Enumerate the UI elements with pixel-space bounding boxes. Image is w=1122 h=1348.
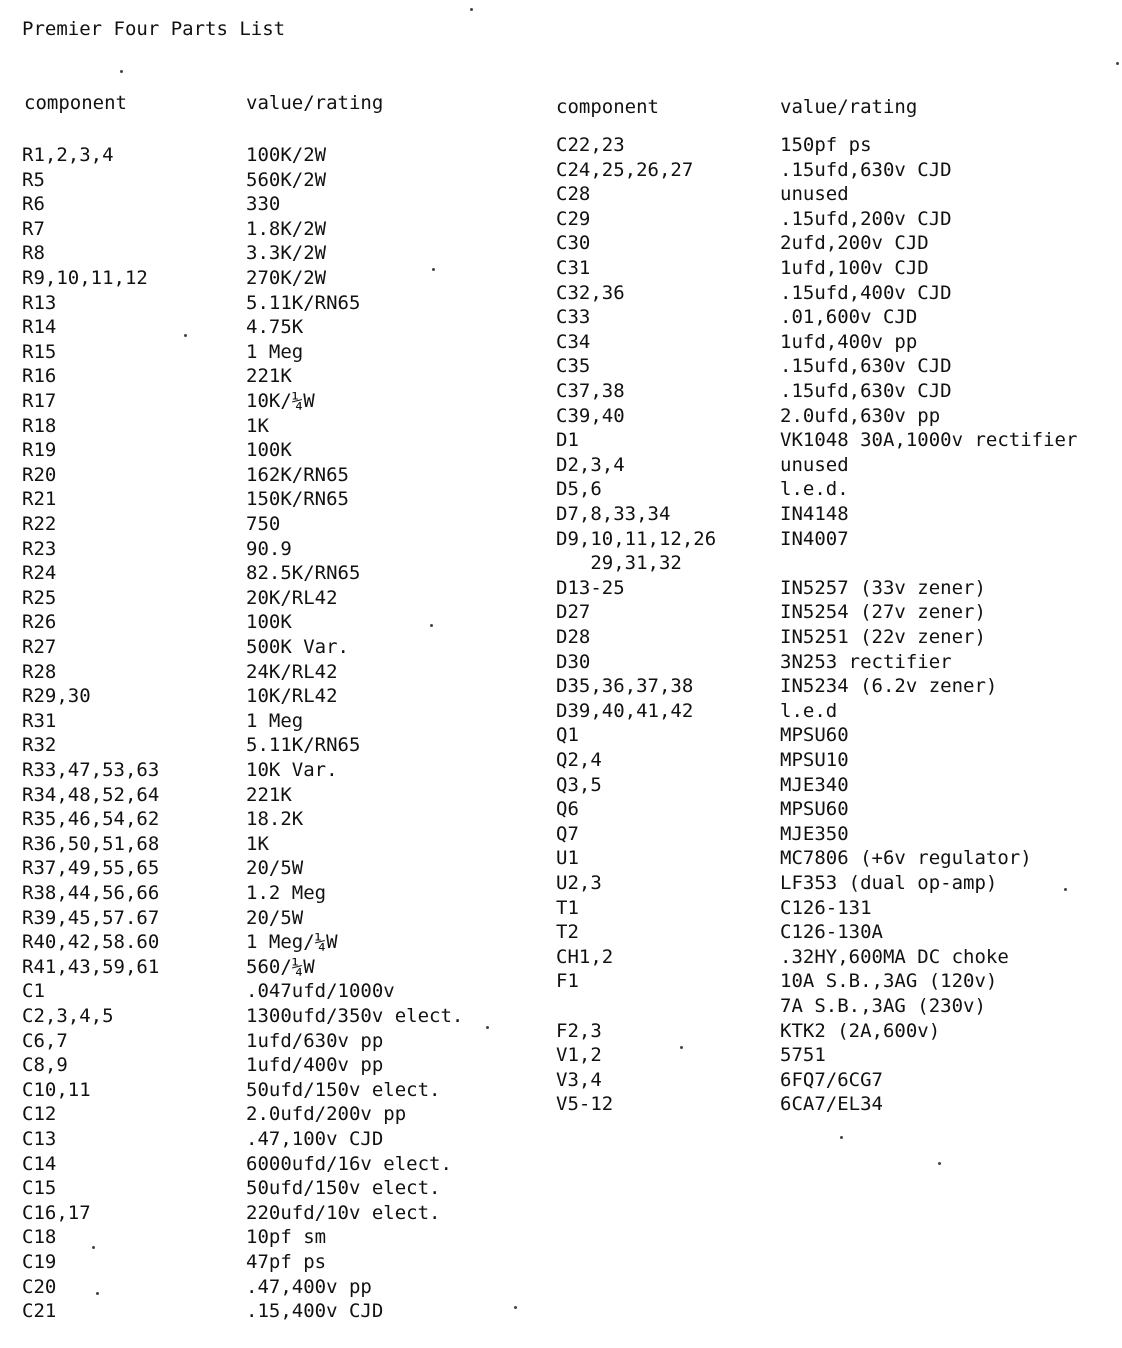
component-designator: R27: [22, 636, 57, 658]
component-value: 500K Var.: [246, 636, 349, 658]
component-value: 1K: [246, 832, 269, 855]
component-designator: R1,2,3,4: [22, 144, 114, 166]
left-part-row: [22, 291, 586, 315]
left-part-row: [22, 266, 586, 290]
right-part-row: [556, 797, 1120, 821]
component-value: 5.11K/RN65: [246, 291, 361, 314]
component-designator: C15: [22, 1177, 57, 1200]
component-designator: Q6: [556, 798, 579, 821]
component-value: 3.3K/2W: [246, 242, 327, 265]
left-part-row: [22, 684, 586, 708]
right-part-row: [556, 182, 1120, 206]
component-designator: D28: [556, 626, 591, 648]
component-designator: Q7: [556, 822, 579, 845]
component-value: 4.75K: [246, 316, 304, 339]
component-value: 10pf sm: [246, 1226, 327, 1249]
component-designator: D2,3,4: [556, 453, 625, 476]
component-value: .47,100v CJD: [246, 1128, 384, 1150]
left-part-row: [22, 315, 586, 339]
right-component-header: component: [556, 96, 659, 118]
component-designator: C37,38: [556, 380, 625, 402]
component-designator: C33: [556, 306, 591, 329]
component-designator: Q2,4: [556, 749, 602, 771]
left-part-row: [22, 1299, 586, 1323]
component-value: IN4148: [780, 503, 849, 525]
right-part-row: [556, 428, 1120, 452]
component-value: MC7806 (+6v regulator): [780, 847, 1032, 870]
component-designator: R40,42,58.60: [22, 931, 160, 954]
right-part-row: [556, 231, 1120, 255]
component-designator: R20: [22, 463, 57, 486]
scan-speck: [486, 1026, 489, 1029]
component-designator: R24: [22, 562, 57, 585]
component-designator: R38,44,56,66: [22, 882, 160, 904]
scan-speck: [1064, 888, 1067, 891]
right-part-row: [556, 330, 1120, 354]
component-designator: C31: [556, 257, 591, 279]
left-part-row: [22, 438, 586, 462]
left-part-row: [22, 414, 586, 438]
right-part-row: [556, 158, 1120, 182]
right-part-row: [556, 920, 1120, 944]
component-designator: C32,36: [556, 281, 625, 304]
left-value-header: value/rating: [246, 92, 384, 114]
component-value: 1.8K/2W: [246, 217, 327, 240]
left-part-row: [22, 807, 586, 831]
right-part-row: [556, 600, 1120, 624]
component-value: 10A S.B.,3AG (120v): [780, 970, 998, 993]
right-part-row: [556, 502, 1120, 526]
left-part-row: [22, 512, 586, 536]
left-part-row: [22, 906, 586, 930]
component-value: 20/5W: [246, 906, 304, 929]
component-value: 221K: [246, 365, 292, 388]
scan-speck: [1116, 62, 1119, 65]
left-part-row: [22, 955, 586, 979]
component-value: 1ufd,100v CJD: [780, 257, 929, 279]
component-designator: R34,48,52,64: [22, 783, 160, 806]
component-value: MJE350: [780, 822, 849, 845]
right-part-row: [556, 1043, 1120, 1067]
component-designator: C16,17: [22, 1201, 91, 1224]
component-value: 18.2K: [246, 808, 304, 831]
component-designator: V1,2: [556, 1044, 602, 1067]
component-value: 150pf ps: [780, 134, 872, 156]
component-designator: D5,6: [556, 478, 602, 501]
component-value: .15,400v CJD: [246, 1300, 384, 1323]
right-part-row: [556, 1068, 1120, 1092]
component-value: VK1048 30A,1000v rectifier: [780, 429, 1078, 452]
component-designator: R37,49,55,65: [22, 857, 160, 880]
right-part-row: [556, 945, 1120, 969]
component-value: 150K/RN65: [246, 488, 349, 511]
component-designator: R19: [22, 439, 57, 462]
component-value: 50ufd/150v elect.: [246, 1177, 441, 1200]
component-value: 270K/2W: [246, 267, 327, 289]
component-designator: R28: [22, 660, 57, 683]
component-value: l.e.d.: [780, 478, 849, 501]
component-designator: C13: [22, 1128, 57, 1150]
component-value: 5751: [780, 1044, 826, 1067]
component-value: 1 Meg: [246, 709, 304, 732]
component-designator: C14: [22, 1152, 57, 1175]
component-value: 1300ufd/350v elect.: [246, 1005, 464, 1027]
component-value: 3N253 rectifier: [780, 650, 952, 673]
component-designator: R23: [22, 537, 57, 560]
component-value: KTK2 (2A,600v): [780, 1019, 941, 1042]
component-value: unused: [780, 183, 849, 206]
right-part-row: [556, 773, 1120, 797]
component-designator: R31: [22, 709, 57, 732]
left-part-row: [22, 1029, 586, 1053]
component-designator: R35,46,54,62: [22, 808, 160, 831]
component-value: LF353 (dual op-amp): [780, 872, 998, 894]
component-designator: R36,50,51,68: [22, 832, 160, 855]
component-designator: C39,40: [556, 404, 625, 427]
left-part-row: [22, 241, 586, 265]
left-part-row: [22, 1152, 586, 1176]
component-value: IN5257 (33v zener): [780, 576, 986, 599]
scan-speck: [120, 70, 123, 73]
right-part-row: [556, 871, 1120, 895]
left-part-row: [22, 930, 586, 954]
component-designator: U1: [556, 847, 579, 870]
page-title: Premier Four Parts List: [22, 18, 286, 40]
right-part-row: [556, 305, 1120, 329]
component-value: l.e.d: [780, 699, 838, 722]
left-part-row: [22, 1078, 586, 1102]
component-value: MPSU60: [780, 798, 849, 821]
left-part-row: [22, 758, 586, 782]
component-value: 1.2 Meg: [246, 882, 327, 904]
scan-speck: [184, 334, 187, 337]
scan-speck: [514, 1306, 517, 1309]
right-part-row: [556, 846, 1120, 870]
component-value: 47pf ps: [246, 1251, 327, 1273]
component-value: IN5251 (22v zener): [780, 626, 986, 648]
component-designator: C30: [556, 232, 591, 255]
component-designator: R5: [22, 168, 45, 191]
right-part-row: [556, 527, 1120, 551]
component-designator: Q3,5: [556, 773, 602, 796]
component-value: .15ufd,630v CJD: [780, 380, 952, 402]
component-designator: C18: [22, 1226, 57, 1249]
right-part-row: [556, 1092, 1120, 1116]
component-designator: C12: [22, 1103, 57, 1126]
right-part-row: [556, 576, 1120, 600]
component-value: .01,600v CJD: [780, 306, 918, 329]
component-designator: R15: [22, 340, 57, 363]
left-part-row: [22, 168, 586, 192]
component-designator: C34: [556, 330, 591, 353]
component-value: 10K/RL42: [246, 685, 338, 708]
component-designator: T1: [556, 896, 579, 919]
component-designator: C2,3,4,5: [22, 1005, 114, 1027]
right-part-row: [556, 477, 1120, 501]
component-designator: R13: [22, 291, 57, 314]
scan-speck: [938, 1162, 941, 1165]
component-designator: D35,36,37,38: [556, 675, 694, 698]
right-part-row: [556, 207, 1120, 231]
component-designator: R22: [22, 513, 57, 535]
left-part-row: [22, 1053, 586, 1077]
left-part-row: [22, 979, 586, 1003]
left-part-row: [22, 1250, 586, 1274]
component-designator: V5-12: [556, 1093, 614, 1116]
component-value: .15ufd,630v CJD: [780, 355, 952, 378]
component-value: .47,400v pp: [246, 1275, 372, 1298]
left-part-row: [22, 610, 586, 634]
right-part-row: [556, 994, 1120, 1018]
left-part-row: [22, 733, 586, 757]
right-part-row: [556, 723, 1120, 747]
left-part-row: [22, 217, 586, 241]
component-value: 6FQ7/6CG7: [780, 1068, 883, 1091]
left-part-row: [22, 586, 586, 610]
right-part-row: [556, 822, 1120, 846]
component-value: 162K/RN65: [246, 463, 349, 486]
component-value: .15ufd,200v CJD: [780, 207, 952, 230]
right-part-row: [556, 256, 1120, 280]
component-value: IN5254 (27v zener): [780, 601, 986, 624]
component-value: 1ufd/400v pp: [246, 1054, 384, 1077]
component-designator: F1: [556, 970, 579, 993]
component-designator: C29: [556, 207, 591, 230]
component-designator: C1: [22, 980, 45, 1003]
component-designator: C22,23: [556, 134, 625, 156]
scan-speck: [680, 1046, 683, 1049]
component-designator: C24,25,26,27: [556, 158, 694, 181]
scan-speck: [840, 1136, 843, 1139]
component-value: 7A S.B.,3AG (230v): [780, 995, 986, 1017]
right-part-row: [556, 404, 1120, 428]
component-designator: 29,31,32: [556, 552, 682, 575]
component-value: 2ufd,200v CJD: [780, 232, 929, 255]
component-value: 100K: [246, 439, 292, 462]
component-designator: D39,40,41,42: [556, 699, 694, 722]
right-part-row: [556, 969, 1120, 993]
component-designator: U2,3: [556, 872, 602, 894]
left-part-row: [22, 340, 586, 364]
component-designator: C8,9: [22, 1054, 68, 1077]
left-part-row: [22, 1201, 586, 1225]
component-value: 560K/2W: [246, 168, 327, 191]
left-part-row: [22, 1275, 586, 1299]
component-value: 6000ufd/16v elect.: [246, 1152, 452, 1175]
component-value: C126-131: [780, 896, 872, 919]
component-designator: D30: [556, 650, 591, 673]
component-value: 2.0ufd/200v pp: [246, 1103, 407, 1126]
right-part-row: [556, 896, 1120, 920]
left-part-row: [22, 1102, 586, 1126]
component-designator: R7: [22, 217, 45, 240]
component-designator: T2: [556, 921, 579, 944]
right-part-row: [556, 133, 1120, 157]
scan-speck: [470, 8, 473, 11]
component-designator: C20: [22, 1275, 57, 1298]
scan-speck: [92, 1246, 95, 1249]
left-component-header: component: [24, 92, 127, 114]
component-designator: C6,7: [22, 1029, 68, 1052]
component-value: 2.0ufd,630v pp: [780, 404, 941, 427]
right-part-row: [556, 625, 1120, 649]
component-value: unused: [780, 453, 849, 476]
right-part-row: [556, 281, 1120, 305]
component-value: 100K/2W: [246, 144, 327, 166]
component-designator: C35: [556, 355, 591, 378]
component-designator: R21: [22, 488, 57, 511]
right-part-row: [556, 674, 1120, 698]
component-value: MPSU60: [780, 724, 849, 747]
component-value: 1ufd/630v pp: [246, 1029, 384, 1052]
component-designator: D9,10,11,12,26: [556, 527, 717, 550]
component-designator: R32: [22, 734, 57, 757]
component-value: .047ufd/1000v: [246, 980, 395, 1003]
right-part-row: [556, 453, 1120, 477]
left-part-row: [22, 832, 586, 856]
component-value: 90.9: [246, 537, 292, 560]
right-part-row: [556, 650, 1120, 674]
component-value: IN4007: [780, 527, 849, 550]
left-part-row: [22, 1176, 586, 1200]
left-part-row: [22, 635, 586, 659]
left-part-row: [22, 487, 586, 511]
component-value: 1K: [246, 414, 269, 437]
component-value: 20K/RL42: [246, 586, 338, 609]
component-value: MJE340: [780, 773, 849, 796]
component-designator: C21: [22, 1300, 57, 1323]
component-value: IN5234 (6.2v zener): [780, 675, 998, 698]
component-value: 1ufd,400v pp: [780, 330, 918, 353]
left-part-row: [22, 364, 586, 388]
component-designator: Q1: [556, 724, 579, 747]
left-part-row: [22, 881, 586, 905]
component-value: 20/5W: [246, 857, 304, 880]
right-part-row: [556, 748, 1120, 772]
component-designator: D13-25: [556, 576, 625, 599]
component-value: 1 Meg: [246, 340, 304, 363]
component-value: 6CA7/EL34: [780, 1093, 883, 1116]
left-part-row: [22, 143, 586, 167]
component-designator: D27: [556, 601, 591, 624]
component-value: 560/¼W: [246, 955, 315, 978]
component-value: 220ufd/10v elect.: [246, 1201, 441, 1224]
scan-speck: [432, 268, 435, 271]
left-part-row: [22, 463, 586, 487]
scan-speck: [96, 1292, 99, 1295]
component-designator: R25: [22, 586, 57, 609]
component-value: 50ufd/150v elect.: [246, 1078, 441, 1101]
component-designator: F2,3: [556, 1019, 602, 1042]
left-part-row: [22, 389, 586, 413]
component-designator: D1: [556, 429, 579, 452]
left-part-row: [22, 783, 586, 807]
component-value: 10K Var.: [246, 759, 338, 781]
left-part-row: [22, 660, 586, 684]
left-part-row: [22, 1225, 586, 1249]
component-value: 1 Meg/¼W: [246, 931, 338, 954]
component-value: 10K/¼W: [246, 390, 315, 412]
component-designator: R33,47,53,63: [22, 759, 160, 781]
component-value: 82.5K/RN65: [246, 562, 361, 585]
right-value-header: value/rating: [780, 96, 918, 118]
left-part-row: [22, 561, 586, 585]
component-designator: R8: [22, 242, 45, 265]
component-designator: R39,45,57.67: [22, 906, 160, 929]
component-value: 221K: [246, 783, 292, 806]
component-designator: C28: [556, 183, 591, 206]
component-value: .15ufd,400v CJD: [780, 281, 952, 304]
component-designator: V3,4: [556, 1068, 602, 1091]
component-designator: R29,30: [22, 685, 91, 708]
right-part-row: [556, 699, 1120, 723]
left-part-row: [22, 192, 586, 216]
component-designator: R9,10,11,12: [22, 267, 148, 289]
component-value: 100K: [246, 611, 292, 634]
component-designator: R14: [22, 316, 57, 339]
component-designator: R16: [22, 365, 57, 388]
component-designator: R6: [22, 193, 45, 216]
component-value: 5.11K/RN65: [246, 734, 361, 757]
right-part-row: [556, 551, 1120, 575]
right-part-row: [556, 379, 1120, 403]
left-part-row: [22, 1127, 586, 1151]
left-part-row: [22, 709, 586, 733]
component-designator: CH1,2: [556, 945, 614, 968]
component-designator: D7,8,33,34: [556, 503, 671, 525]
component-designator: R18: [22, 414, 57, 437]
component-designator: R17: [22, 390, 57, 412]
component-value: C126-130A: [780, 921, 883, 944]
left-part-row: [22, 856, 586, 880]
component-designator: C10,11: [22, 1078, 91, 1101]
component-value: 750: [246, 513, 281, 535]
component-value: .32HY,600MA DC choke: [780, 945, 1009, 968]
component-designator: R26: [22, 611, 57, 634]
component-designator: R41,43,59,61: [22, 955, 160, 978]
component-value: .15ufd,630v CJD: [780, 158, 952, 181]
right-part-row: [556, 1019, 1120, 1043]
scan-speck: [430, 624, 433, 627]
left-part-row: [22, 537, 586, 561]
component-value: 330: [246, 193, 281, 216]
component-designator: C19: [22, 1251, 57, 1273]
right-part-row: [556, 354, 1120, 378]
left-part-row: [22, 1004, 586, 1028]
component-value: MPSU10: [780, 749, 849, 771]
component-value: 24K/RL42: [246, 660, 338, 683]
